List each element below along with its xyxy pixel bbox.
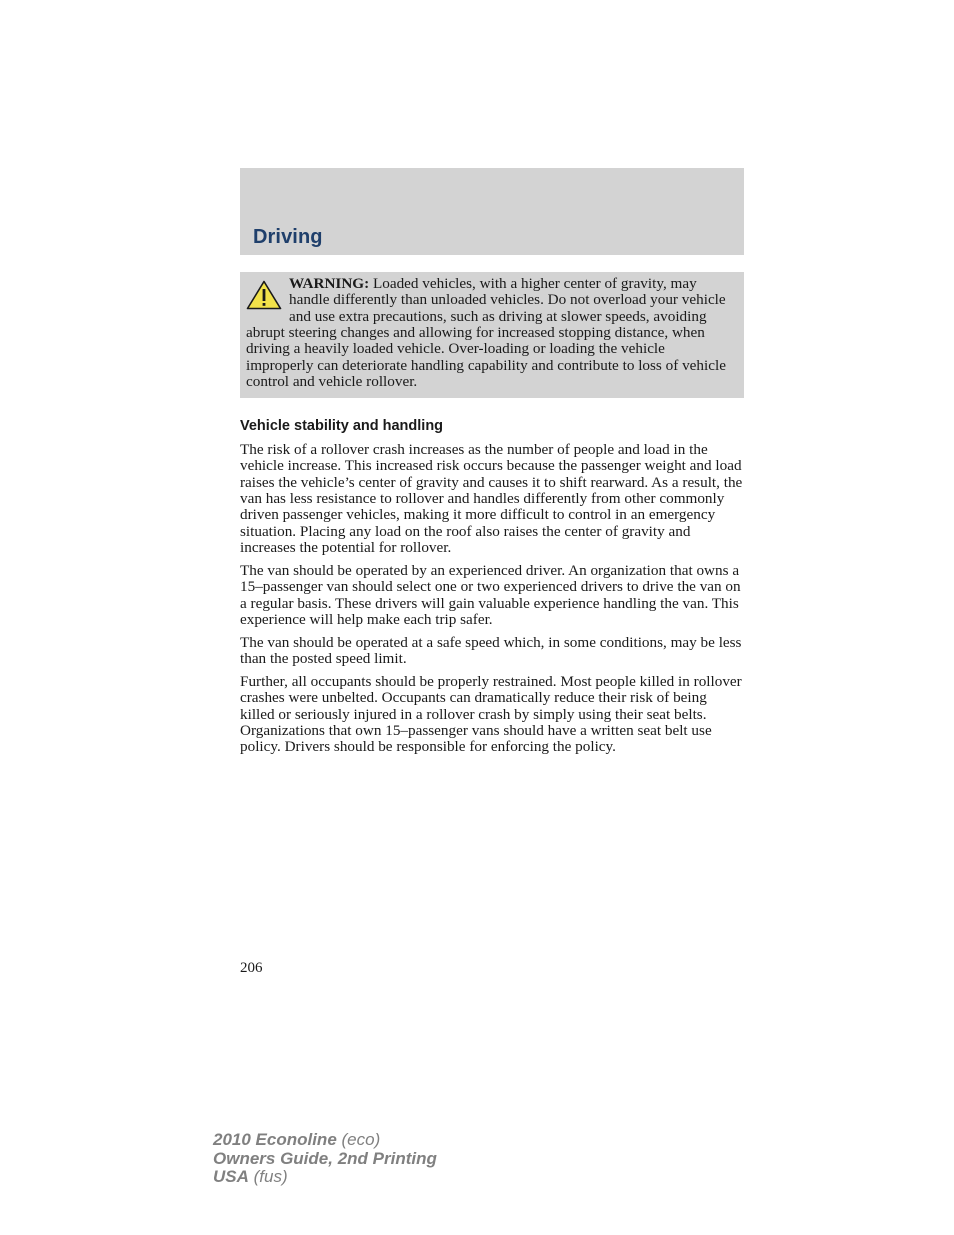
warning-triangle-icon — [246, 280, 282, 310]
paragraph: The van should be operated by an experienced driver. An organization that owns a 15–passenger van should select one or two experienced drivers to drive the van on a regular basis. These drivers will gain valuable experience handling the van. This experience will help make each trip safer. — [240, 561, 741, 628]
page-number: 206 — [240, 960, 263, 976]
paragraph: The risk of a rollover crash increases as the number of people and load in the vehicle increase. This increased risk occurs because the passenger weight and load raises the vehicle’s center of gravity and causes it to shift rearward. As a result, the van has less resistance to rollover and handles differently from other commonly driven passenger vehicles, making it more difficult to control in an emergency situation. Placing any load on the roof also raises the center of gravity and increases the potential for rollover. — [240, 441, 743, 557]
warning-text: Loaded vehicles, with a higher center of gravity, may handle differently than unloaded vehicles. Do not overload your vehicle and use extra precautions, such as driving at slower speeds, avoiding abrupt steering changes and allowing for increased stopping distance, when driving a heavily loaded vehicle. Over-loading or loading the vehicle improperly can deteriorate handling capability and contribute to loss of vehicle control and vehicle rollover. — [246, 275, 726, 391]
footer-model: 2010 Econoline — [213, 1130, 337, 1149]
paragraph: Further, all occupants should be properly restrained. Most people killed in rollover crashes were unbelted. Occupants can dramatically reduce their risk of being killed or seriously injured in a rollover crash by simply using their seat belts. Organizations that own 15–passenger vans should have a written seat belt use policy. Drivers should be responsible for enforcing the policy. — [240, 672, 742, 756]
footer-region: USA — [213, 1167, 249, 1186]
footer-line-model — [213, 1131, 437, 1150]
section-heading: Vehicle stability and handling — [240, 418, 444, 434]
footer-model-code: (eco) — [336, 1130, 381, 1149]
footer-line-region — [213, 1168, 437, 1187]
paragraph: The van should be operated at a safe speed which, in some conditions, may be less than the posted speed limit. — [240, 633, 742, 668]
footer-line-printing: Owners Guide, 2nd Printing — [213, 1148, 437, 1168]
section-header-band — [240, 168, 744, 255]
footer-region-code: (fus) — [248, 1167, 288, 1186]
warning-label: WARNING: — [289, 275, 370, 292]
footer — [213, 1131, 437, 1187]
warning-box — [240, 272, 744, 398]
body-text — [240, 442, 744, 762]
page-title: Driving — [253, 226, 323, 248]
